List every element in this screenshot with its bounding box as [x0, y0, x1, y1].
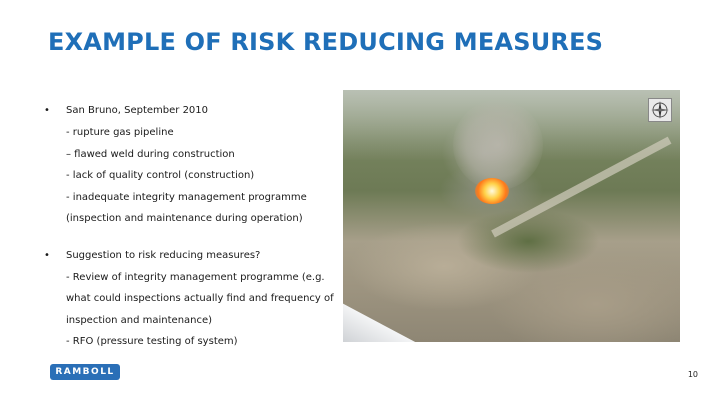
fire-flame — [475, 178, 509, 204]
bullet-marker: • — [44, 249, 50, 261]
sub-item: inspection and maintenance) — [66, 314, 213, 326]
sub-item: – flawed weld during construction — [66, 148, 235, 160]
sub-item: what could inspections actually find and frequency of — [66, 293, 334, 304]
bullet-text: Suggestion to risk reducing measures? — [66, 249, 261, 261]
sub-item: - RFO (pressure testing of system) — [66, 336, 238, 347]
sub-item: - rupture gas pipeline — [66, 127, 174, 138]
aircraft-wing — [343, 287, 436, 342]
sub-item: (inspection and maintenance during operation) — [66, 213, 303, 224]
bullet-text: San Bruno, September 2010 — [66, 105, 209, 116]
ramboll-logo: RAMBOLL — [50, 364, 120, 380]
page-number: 10 — [687, 370, 698, 379]
smoke-plume — [453, 100, 543, 190]
slide-title: EXAMPLE OF RISK REDUCING MEASURES — [48, 28, 604, 56]
compass-icon — [648, 98, 672, 122]
sub-item: - Review of integrity management programme (e.g. — [66, 271, 325, 283]
bullet-list — [44, 100, 344, 353]
bullet-item — [44, 100, 344, 122]
sub-item: - inadequate integrity management programme — [66, 191, 307, 203]
sub-item: - lack of quality control (construction) — [66, 170, 255, 181]
bullet-marker: • — [44, 105, 50, 116]
bullet-item — [44, 245, 344, 267]
aerial-fire-photo — [343, 90, 680, 342]
